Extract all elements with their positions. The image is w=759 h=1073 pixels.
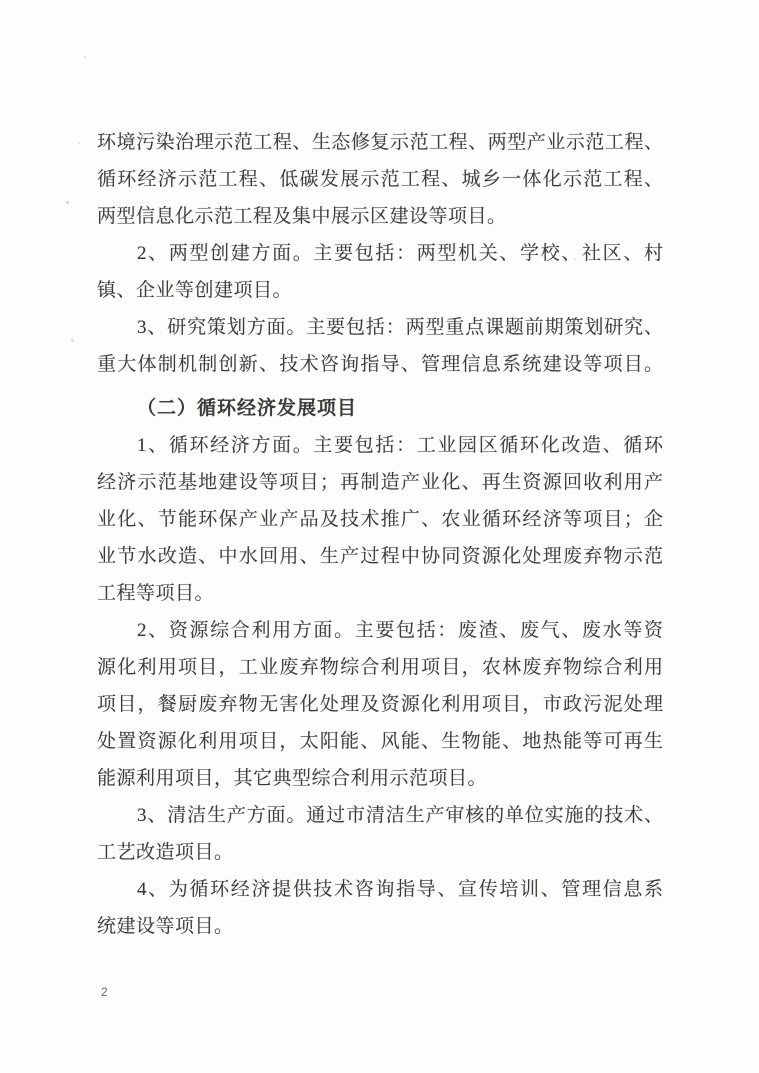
text-line: 4、为循环经济提供技术咨询指导、宣传培训、管理信息系: [137, 879, 663, 900]
scan-speck: [66, 201, 69, 204]
text-line: 1、循环经济方面。主要包括：工业园区循环化改造、循环: [137, 435, 663, 456]
text-line: 工程等项目。: [97, 583, 215, 604]
text-line: 3、清洁生产方面。通过市清洁生产审核的单位实施的技术、: [137, 805, 663, 826]
text-line: 项目，餐厨废弃物无害化处理及资源化利用项目，市政污泥处理: [97, 694, 663, 715]
text-line: 源化利用项目，工业废弃物综合利用项目，农林废弃物综合利用: [97, 657, 663, 678]
text-line: 2、资源综合利用方面。主要包括：废渣、废气、废水等资: [137, 620, 663, 641]
scan-speck: [78, 142, 80, 144]
text-line: 统建设等项目。: [97, 916, 234, 937]
section-heading: （二）循环经济发展项目: [137, 398, 358, 419]
text-line: 环境污染治理示范工程、生态修复示范工程、两型产业示范工程、: [97, 132, 663, 153]
page-number: 2: [101, 985, 108, 999]
text-line: 业化、节能环保产业产品及技术推广、农业循环经济等项目；企: [97, 509, 663, 530]
scan-speck: [574, 258, 577, 260]
text-line: 经济示范基地建设等项目；再制造产业化、再生资源回收利用产: [97, 472, 663, 493]
text-line: 3、研究策划方面。主要包括：两型重点课题前期策划研究、: [137, 317, 663, 338]
text-line: 2、两型创建方面。主要包括：两型机关、学校、社区、村: [137, 243, 663, 264]
text-line: 工艺改造项目。: [97, 842, 234, 863]
scan-speck: [84, 56, 86, 58]
text-line: 两型信息化示范工程及集中展示区建设等项目。: [97, 206, 507, 227]
text-line: 业节水改造、中水回用、生产过程中协同资源化处理废弃物示范: [97, 546, 663, 567]
scan-speck: [71, 339, 74, 342]
text-line: 镇、企业等创建项目。: [97, 280, 293, 301]
text-line: 循环经济示范工程、低碳发展示范工程、城乡一体化示范工程、: [97, 169, 663, 190]
text-line: 能源利用项目，其它典型综合利用示范项目。: [97, 768, 488, 789]
text-line: 重大体制机制创新、技术咨询指导、管理信息系统建设等项目。: [97, 354, 663, 375]
scan-speck: [160, 292, 163, 294]
document-body: [97, 124, 663, 945]
text-line: 处置资源化利用项目，太阳能、风能、生物能、地热能等可再生: [97, 731, 663, 752]
